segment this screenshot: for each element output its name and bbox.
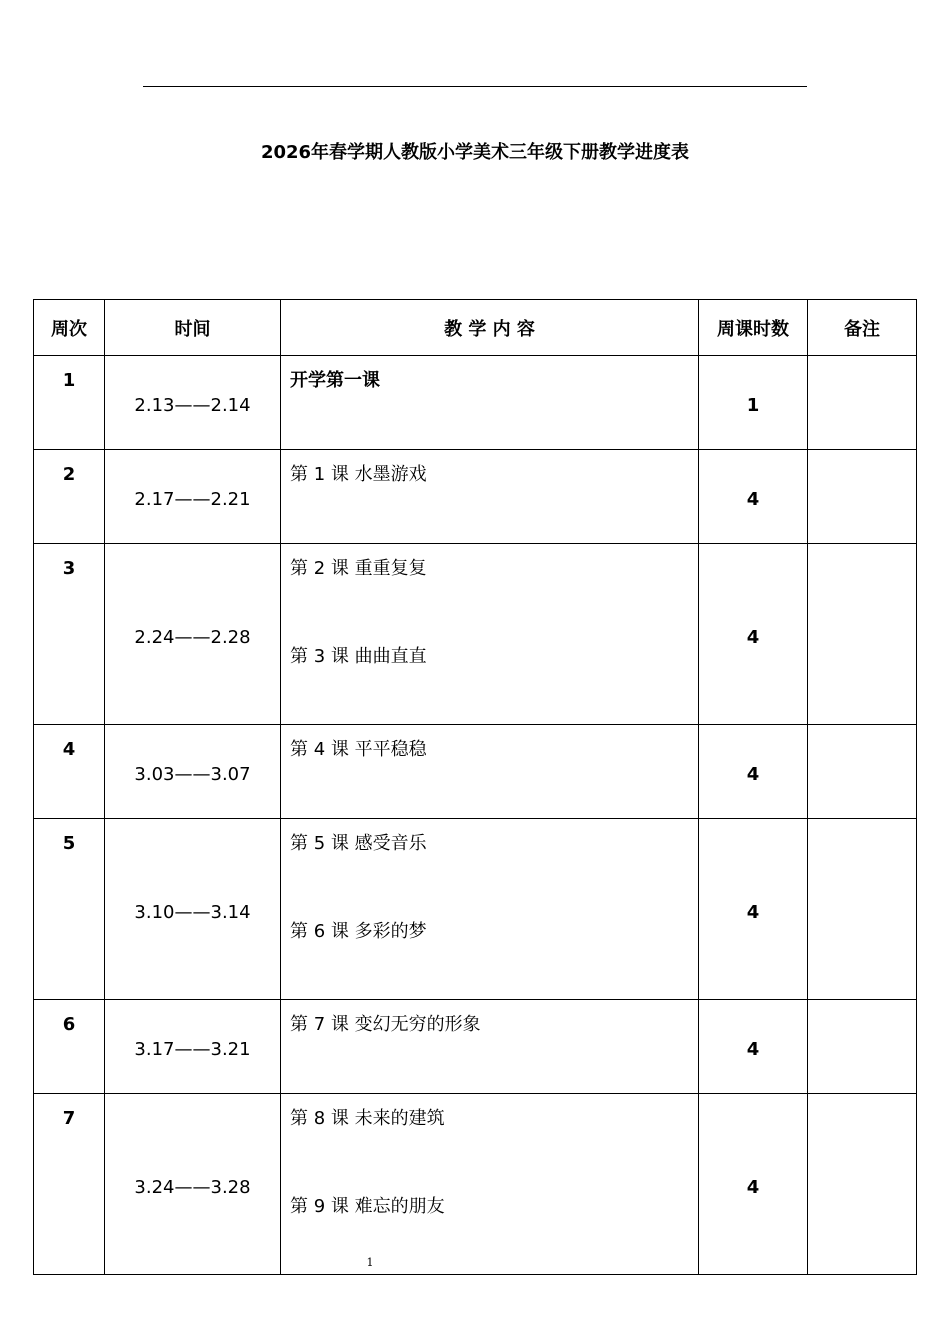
week-cell: 7 [34,1094,105,1275]
header-content: 教 学 内 容 [281,300,699,356]
document-title: 2026年春学期人教版小学美术三年级下册教学进度表 [260,142,690,163]
note-cell [808,725,917,819]
week-cell: 4 [34,725,105,819]
hours-cell: 4 [699,1000,808,1094]
content-cell [281,450,699,544]
hours-cell: 1 [699,356,808,450]
content-cell [281,1094,699,1275]
table-row [34,1000,917,1094]
content-cell [281,819,699,1000]
week-cell: 6 [34,1000,105,1094]
table-row [34,356,917,450]
lesson-title: 第 3 课 曲曲直直 [290,646,427,667]
lesson-title: 第 4 课 平平稳稳 [290,739,427,760]
lesson-title: 第 8 课 未来的建筑 [290,1108,445,1129]
time-cell: 3.24——3.28 [105,1094,281,1275]
page-number: 1 [366,1256,374,1269]
note-cell [808,544,917,725]
header-rule [143,86,807,87]
note-cell [808,819,917,1000]
table-row [34,819,917,1000]
time-cell: 2.17——2.21 [105,450,281,544]
content-cell [281,356,699,450]
lesson-title: 第 6 课 多彩的梦 [290,921,427,942]
table-row [34,544,917,725]
note-cell [808,1094,917,1275]
week-cell: 3 [34,544,105,725]
lesson-title: 第 2 课 重重复复 [290,558,427,579]
header-note: 备注 [808,300,917,356]
lesson-title: 开学第一课 [290,370,380,391]
time-cell: 2.13——2.14 [105,356,281,450]
hours-cell: 4 [699,544,808,725]
content-cell [281,725,699,819]
time-cell: 3.10——3.14 [105,819,281,1000]
hours-cell: 4 [699,1094,808,1275]
note-cell [808,356,917,450]
content-cell [281,544,699,725]
lesson-title: 第 9 课 难忘的朋友 [290,1196,445,1217]
header-hours: 周课时数 [699,300,808,356]
header-time: 时间 [105,300,281,356]
table-header-row [34,300,917,356]
table-row [34,450,917,544]
time-cell: 3.03——3.07 [105,725,281,819]
lesson-title: 第 5 课 感受音乐 [290,833,427,854]
week-cell: 2 [34,450,105,544]
week-cell: 1 [34,356,105,450]
hours-cell: 4 [699,725,808,819]
lesson-title: 第 1 课 水墨游戏 [290,464,427,485]
week-cell: 5 [34,819,105,1000]
hours-cell: 4 [699,450,808,544]
table-row [34,1094,917,1275]
hours-cell: 4 [699,819,808,1000]
time-cell: 2.24——2.28 [105,544,281,725]
teaching-schedule-table [33,299,917,1275]
header-week: 周次 [34,300,105,356]
note-cell [808,450,917,544]
content-cell [281,1000,699,1094]
time-cell: 3.17——3.21 [105,1000,281,1094]
note-cell [808,1000,917,1094]
table-row [34,725,917,819]
lesson-title: 第 7 课 变幻无穷的形象 [290,1014,481,1035]
